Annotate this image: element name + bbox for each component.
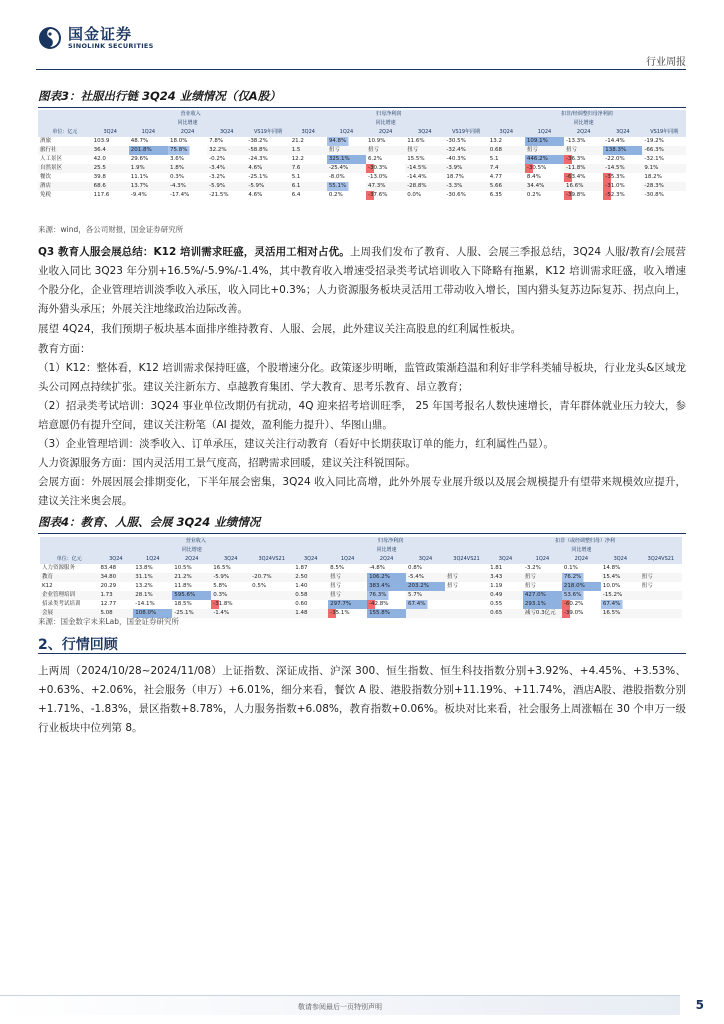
table-cell: 11.8%	[174, 583, 192, 589]
table-cell: 28.1%	[133, 591, 172, 600]
table-cell: -5.9%	[246, 182, 289, 191]
row-label: 餐饮	[40, 174, 52, 180]
table-cell: -25.1%	[248, 174, 268, 180]
table-cell: -66.3%	[642, 146, 686, 155]
table-cell	[250, 564, 293, 573]
table-cell: -30.8%	[644, 192, 664, 198]
table-cell: 13.7%	[129, 182, 168, 191]
table-cell: -32.1%	[644, 156, 664, 162]
column-header: VS19年同期	[444, 128, 487, 137]
table-cell: 15.5%	[407, 156, 425, 162]
table-cell: -19.2%	[644, 138, 664, 144]
table-cell: 67.4%	[406, 600, 445, 609]
column-header: 3Q24VS21	[250, 555, 293, 564]
paragraph-k12: （1）K12：整体看，K12 培训需求保持旺盛，个股增速分化。政策逐步明晰，监管政策渐趋温和利好非学科类辅导板块，行业龙头&区域龙头公司网点持续扩张。建议关注新东方、卓越教育集团、学大教育、思考乐教育、昂立教育；	[38, 362, 686, 393]
table-cell: 138.3%	[603, 146, 642, 155]
table-cell: 10.5%	[174, 565, 192, 571]
table-cell: -30.6%	[446, 192, 466, 198]
table-cell: 18.7%	[446, 174, 464, 180]
table-cell: 103.9	[93, 138, 110, 144]
table-cell: -31.8%	[211, 600, 250, 609]
table-cell: 扭亏	[641, 583, 653, 589]
table-cell: -25.4%	[327, 164, 366, 173]
table-cell: -42.8%	[367, 600, 406, 609]
table-cell: 36.4	[92, 146, 129, 155]
table-cell: 7.4	[488, 164, 525, 173]
table-cell: 0.5%	[252, 583, 267, 589]
table-cell: 5.08	[98, 609, 133, 618]
table-cell: 扭亏	[524, 583, 536, 589]
column-header: 单位：亿元	[38, 128, 92, 137]
table-cell: 6.1	[290, 182, 327, 191]
table-cell: 1.40	[295, 583, 308, 589]
table-cell: 21.2	[291, 138, 304, 144]
table-cell: 14.8%	[602, 565, 621, 571]
figure-4-source: 来源：国金数字未来Lab，国金证券研究所	[38, 617, 180, 626]
table-cell: 0.2%	[328, 192, 343, 198]
table-cell: -0.2%	[209, 156, 226, 162]
column-header: 3Q24	[293, 555, 328, 564]
table-cell: 0.55	[490, 601, 503, 607]
corner-cell	[40, 537, 98, 546]
table-cell: 扭亏	[327, 146, 366, 155]
table-cell: 109.1%	[525, 137, 564, 146]
table-cell: -52.3%	[603, 191, 642, 200]
table-cell: 扭亏	[330, 583, 342, 589]
paragraph-education-heading: 教育方面：	[38, 343, 91, 355]
table-cell	[640, 600, 682, 609]
table-cell: 117.6	[93, 192, 110, 198]
table-cell: 扭亏	[328, 573, 367, 582]
row-label: 酒旅	[40, 138, 52, 144]
table-cell: -36.3%	[564, 155, 603, 164]
table-cell: 扭亏	[525, 146, 564, 155]
table-cell: -39.8%	[564, 191, 603, 200]
table-cell: 3.6%	[169, 156, 184, 162]
table-cell: 383.4%	[367, 582, 406, 591]
table-row	[38, 164, 686, 173]
table-cell: 9.1%	[642, 164, 686, 173]
column-header: 单位：亿元	[40, 555, 98, 564]
table-cell: 155.8%	[367, 609, 406, 618]
table-cell: -14.1%	[135, 601, 155, 607]
table-cell: 13.8%	[135, 565, 153, 571]
table-cell: -58.8%	[246, 146, 289, 155]
table-cell: 0.65	[488, 609, 523, 618]
row-label: 招录类考试培训	[42, 601, 81, 607]
table-cell: 5.8%	[213, 583, 228, 589]
table-cell: 5.7%	[406, 591, 445, 600]
table-cell: -28.3%	[642, 182, 686, 191]
paragraph-q3-lead: Q3 教育人服会展总结：K12 培训需求旺盛，灵活用工相对占优。	[38, 246, 350, 258]
column-header: 3Q24	[290, 128, 327, 137]
table-cell: -15.2%	[601, 591, 640, 600]
table-cell: 1.81	[490, 565, 503, 571]
paragraph-exhibition: 会展方面：外展因展会排期变化，下半年展会密集，3Q24 收入同比高增，此外外展专业展升级以及展会规模提升有望带来规模效应提升，建议关注米奥会展。	[38, 476, 686, 507]
table-cell: -30.3%	[366, 164, 405, 173]
column-header: VS19年同期	[246, 128, 289, 137]
column-header: 3Q24	[211, 555, 250, 564]
table-cell: 16.5%	[601, 609, 640, 618]
table-cell	[250, 609, 293, 618]
column-header: 3Q24VS21	[445, 555, 488, 564]
column-header: VS19年同期	[642, 128, 686, 137]
table-cell: 67.4%	[601, 600, 640, 609]
table-cell: 0.3%	[211, 591, 250, 600]
table-cell: -5.9%	[207, 182, 246, 191]
row-label: 会展	[40, 609, 98, 618]
table-cell: 4.6%	[246, 164, 289, 173]
table-cell: -31.0%	[603, 182, 642, 191]
table-cell: -35.3%	[603, 173, 642, 182]
table-cell: 0.3%	[169, 174, 184, 180]
paragraph-hr-services: 人力资源服务方面：国内灵活用工景气度高，招聘需求回暖，建议关注科锐国际。	[38, 457, 416, 469]
group-header-net-profit: 归母净利润	[293, 537, 488, 546]
sub-header: 同比增速	[327, 119, 445, 128]
table-cell: -3.9%	[444, 164, 487, 173]
column-header: 3Q24	[98, 555, 133, 564]
table-cell: 扭亏	[446, 583, 458, 589]
table-cell: 6.4	[291, 192, 301, 198]
table-cell: 7.8%	[209, 138, 224, 144]
logo-chinese: 国金证券	[68, 25, 133, 43]
table-cell: 0.68	[488, 146, 525, 155]
column-header: 3Q24	[488, 128, 525, 137]
table-cell: -9.4%	[130, 192, 147, 198]
figure-3-table	[38, 110, 686, 200]
column-header: 1Q24	[523, 555, 562, 564]
table-cell: 76.2%	[562, 573, 601, 582]
table-cell: 76.3%	[367, 591, 406, 600]
table-cell: 29.6%	[130, 156, 149, 162]
table-row	[40, 573, 682, 582]
column-header: 3Q24	[207, 128, 246, 137]
table-cell: 106.2%	[367, 573, 406, 582]
paragraph-exam-training: （2）招录类考试培训：3Q24 事业单位改期仍有扰动，4Q 迎来招考培训旺季， 25 年国考报名人数快速增长，青年群体就业压力较大，参培意愿仍有提升空间，建议关注粉笔（AI 提效，盈利能力提升）、华图山鼎。	[38, 400, 686, 431]
table-cell: 31.1%	[133, 573, 172, 582]
table-cell: 扭亏	[328, 591, 367, 600]
paragraph-q3-summary	[38, 243, 686, 319]
column-header: 3Q24	[601, 555, 640, 564]
table-cell: 扭亏	[445, 573, 488, 582]
table-row	[40, 600, 682, 609]
figure-4-rule	[38, 533, 686, 534]
table-cell: 42.0	[93, 156, 106, 162]
table-cell: 11.6%	[407, 138, 425, 144]
table-cell: 1.73	[98, 591, 133, 600]
column-header: 2Q24	[564, 128, 603, 137]
table-cell: 11.1%	[130, 174, 149, 180]
group-header-revenue: 营业收入	[92, 110, 290, 119]
table-cell	[445, 609, 488, 618]
figure-3-rule	[38, 107, 686, 108]
table-cell: -20.7%	[250, 573, 293, 582]
group-header-adjusted-profit: 扣非/经调整归母净利润	[488, 110, 686, 119]
table-cell	[406, 609, 445, 618]
table-cell: 16.6%	[564, 182, 603, 191]
table-cell: 1.48	[293, 609, 328, 618]
table-cell: -3.4%	[207, 164, 246, 173]
table-cell: -4.3%	[168, 182, 207, 191]
figure-3-source: 来源：wind，各公司财报，国金证券研究所	[38, 225, 184, 234]
table-cell: 1.19	[490, 583, 503, 589]
table-cell: -24.3%	[248, 156, 268, 162]
table-cell: -4.8%	[369, 565, 386, 571]
table-cell: 203.2%	[406, 582, 445, 591]
table-cell: -38.2%	[248, 138, 268, 144]
table-cell: 6.35	[489, 192, 502, 198]
table-cell: 1.5	[290, 146, 327, 155]
table-cell: 595.6%	[172, 591, 211, 600]
table-row	[38, 146, 686, 155]
table-cell: 8.5%	[330, 565, 345, 571]
table-cell: 2.50	[293, 573, 328, 582]
table-cell: 218.0%	[562, 582, 601, 591]
table-cell: 扭亏	[640, 573, 682, 582]
table-cell: -40.3%	[446, 156, 466, 162]
column-header: 3Q24	[488, 555, 523, 564]
table-cell: 34.4%	[525, 182, 564, 191]
table-row	[38, 137, 686, 146]
table-cell: 20.29	[100, 583, 117, 589]
table-cell: 18.0%	[169, 138, 188, 144]
row-label: 人力资源服务	[42, 565, 76, 571]
table-cell: -21.5%	[209, 192, 229, 198]
table-cell	[640, 609, 682, 618]
table-cell	[250, 591, 293, 600]
table-row	[40, 591, 682, 600]
figure-4-title: 图表4：教育、人服、会展 3Q24 业绩情况	[38, 515, 261, 529]
table-cell: -14.5%	[603, 164, 642, 173]
table-cell: 94.8%	[327, 137, 366, 146]
table-cell: 0.0%	[407, 192, 422, 198]
table-cell: 47.3%	[366, 182, 405, 191]
table-cell: -13.0%	[368, 174, 388, 180]
paragraph-q3-body: 上周我们发布了教育、人服、会展三季报总结，3Q24 人服/教育/会展营业收入同比 3Q23 年分别+16.5%/-5.9%/-1.4%，其中教育收入增速受招录类考试培训收入下降略有拖累，K12 培训需求旺盛，收入增速个股分化，企业管理培训淡季收入承压，收入同比+0.3%；人力资源服务板块灵活用工带动收入增长，国内猎头复苏边际复苏、拐点向上，海外猎头承压；外展关注地缘政治边际改善。	[38, 246, 687, 315]
table-cell: 34.80	[98, 573, 133, 582]
table-cell: -14.4%	[605, 138, 625, 144]
table-cell: -25.1%	[172, 609, 211, 618]
table-cell: 12.77	[100, 601, 117, 607]
page-number: 5	[695, 998, 704, 1012]
column-header: 2Q24	[366, 128, 405, 137]
table-row	[40, 582, 682, 591]
table-cell: -60.2%	[562, 600, 601, 609]
table-cell: -63.4%	[564, 173, 603, 182]
table-cell: -3.3%	[444, 182, 487, 191]
table-cell: -1.4%	[211, 609, 250, 618]
table-cell: 0.58	[293, 591, 328, 600]
table-cell: 5.66	[488, 182, 525, 191]
table-cell: 10.9%	[368, 138, 386, 144]
table-cell	[445, 591, 488, 600]
table-cell: -22.0%	[605, 156, 625, 162]
report-type: 行业周报	[646, 57, 686, 68]
table-cell: 325.1%	[327, 155, 366, 164]
table-cell: 68.6	[92, 182, 129, 191]
table-cell: 1.8%	[168, 164, 207, 173]
section-2-rule	[38, 653, 686, 654]
table-cell: -30.5%	[446, 138, 466, 144]
table-cell: 减亏0.3亿元	[523, 609, 562, 618]
table-cell: 6.2%	[368, 156, 382, 162]
table-cell: 13.2%	[135, 583, 153, 589]
column-header: 2Q24	[168, 128, 207, 137]
table-cell: 1.9%	[129, 164, 168, 173]
table-cell: -30.5%	[525, 164, 564, 173]
table-cell: 21.2%	[172, 573, 211, 582]
table-cell: -3.2%	[524, 565, 541, 571]
table-row	[38, 155, 686, 164]
table-cell: 18.2%	[644, 174, 662, 180]
paragraph-corporate-training: （3）企业管理培训：淡季收入、订单承压，建议关注行动教育（看好中长期获取订单的能力，红利属性凸显）。	[38, 438, 554, 450]
company-logo	[38, 26, 154, 50]
table-cell: -8.0%	[328, 174, 345, 180]
row-label: 旅行社	[38, 146, 92, 155]
page-header	[0, 0, 724, 72]
table-cell: 扭亏	[564, 146, 603, 155]
table-cell: -3.2%	[209, 174, 226, 180]
table-cell: 扭亏	[523, 573, 562, 582]
table-cell: 8.4%	[526, 174, 541, 180]
table-cell: -17.4%	[169, 192, 190, 198]
table-cell: 39.8	[93, 174, 106, 180]
table-cell	[640, 591, 682, 600]
table-cell: 0.2%	[526, 192, 541, 198]
table-cell: 297.7%	[328, 600, 367, 609]
table-cell: -5.9%	[211, 573, 250, 582]
row-label: 自然景区	[38, 164, 92, 173]
table-cell: -11.8%	[564, 164, 603, 173]
table-cell: 4.6%	[248, 192, 263, 198]
row-label: 企业管理培训	[40, 591, 98, 600]
table-row	[38, 182, 686, 191]
figure-4-table	[40, 537, 682, 618]
table-cell: 0.60	[295, 601, 308, 607]
corner-cell	[38, 119, 92, 128]
column-header: 3Q24	[92, 128, 129, 137]
table-cell: 0.49	[488, 591, 523, 600]
table-row	[38, 191, 686, 200]
table-cell: 13.2	[489, 138, 502, 144]
column-header: 1Q24	[328, 555, 367, 564]
logo-english: SINOLINK SECURITIES	[68, 42, 154, 50]
table-cell: 83.48	[100, 565, 117, 571]
column-header: 3Q24	[603, 128, 642, 137]
table-cell: -14.4%	[407, 174, 427, 180]
table-cell: 446.2%	[525, 155, 564, 164]
table-cell: -13.3%	[566, 138, 586, 144]
corner-cell	[38, 110, 92, 119]
table-cell: -35.1%	[328, 609, 367, 618]
table-cell	[250, 600, 293, 609]
table-cell: 0.8%	[408, 565, 422, 571]
table-cell: 32.2%	[207, 146, 246, 155]
table-cell: 10.0%	[602, 583, 621, 589]
table-cell: 15.4%	[601, 573, 640, 582]
column-header: 3Q24VS21	[640, 555, 682, 564]
column-header: 1Q24	[129, 128, 168, 137]
row-label: 教育	[40, 573, 98, 582]
table-cell: -28.8%	[405, 182, 444, 191]
column-header: 2Q24	[367, 555, 406, 564]
table-cell: 4.77	[489, 174, 502, 180]
group-header-net-profit: 归母净利润	[290, 110, 488, 119]
table-cell: 108.0%	[133, 609, 172, 618]
table-cell: 扭亏	[366, 146, 405, 155]
table-row	[40, 564, 682, 573]
row-label: K12	[42, 583, 53, 589]
sub-header: 同比增速	[525, 119, 643, 128]
sub-header: 同比增速	[523, 546, 640, 555]
column-header: 1Q24	[327, 128, 366, 137]
table-cell: 3.43	[488, 573, 523, 582]
table-cell: 0.1%	[563, 565, 578, 571]
table-cell: 48.7%	[130, 138, 149, 144]
table-cell: -14.5%	[405, 164, 444, 173]
table-cell: -39.0%	[562, 609, 601, 618]
figure-3-title: 图表3：社服出行链 3Q24 业绩情况（仅A股）	[38, 89, 281, 103]
table-cell: 16.5%	[213, 565, 231, 571]
column-header: 2Q24	[562, 555, 601, 564]
table-cell	[445, 600, 488, 609]
table-cell: -32.4%	[444, 146, 487, 155]
footer-disclaimer: 敬请参阅最后一页特别声明	[298, 1003, 382, 1011]
header-divider	[36, 69, 686, 70]
table-cell	[445, 564, 488, 573]
table-cell: 201.8%	[129, 146, 168, 155]
paragraph-outlook: 展望 4Q24，我们预期子板块基本面排序维持教育、人服、会展，此外建议关注高股息的红利属性板块。	[38, 323, 522, 335]
table-cell: 293.1%	[523, 600, 562, 609]
table-cell: 427.0%	[523, 591, 562, 600]
section-2-title: 2、行情回顾	[38, 637, 118, 653]
table-cell: 扭亏	[405, 146, 444, 155]
paragraph-market-review: 上两周（2024/10/28~2024/11/08）上证指数、深证成指、沪深 300、恒生指数、恒生科技指数分别+3.92%、+4.45%、+3.53%、+0.63%、+2.06%，社会服务（申万）+6.01%，细分来看，餐饮 A 股、港股指数分别+11.19%、+11.74%，酒店A股、港股指数分别+1.71%、-1.83%，景区指数+8.78%，人力服务指数+6.08%，教育指数+0.06%。板块对比来看，社会服务上周涨幅在 30 个申万一级行业板块中位列第 8。	[38, 665, 686, 734]
table-cell: 53.6%	[562, 591, 601, 600]
table-cell: 25.5	[92, 164, 129, 173]
column-header: 3Q24	[405, 128, 444, 137]
sinolink-logo-icon	[38, 26, 62, 50]
table-cell: 5.1	[291, 174, 301, 180]
table-cell: -5.4%	[406, 573, 445, 582]
sub-header: 同比增速	[133, 546, 250, 555]
table-cell: 7.6	[290, 164, 327, 173]
group-header-adjusted-profit: 扣非（或经调整归母）净利	[488, 537, 682, 546]
sub-header: 同比增速	[129, 119, 247, 128]
column-header: 1Q24	[133, 555, 172, 564]
table-cell: 18.5%	[174, 601, 192, 607]
table-cell: 1.87	[295, 565, 308, 571]
table-row	[38, 173, 686, 182]
column-header: 3Q24	[406, 555, 445, 564]
table-cell: -37.6%	[366, 191, 405, 200]
sub-header: 同比增速	[328, 546, 445, 555]
table-cell: 5.1	[489, 156, 499, 162]
column-header: 1Q24	[525, 128, 564, 137]
column-header: 2Q24	[172, 555, 211, 564]
table-cell	[640, 564, 682, 573]
row-label: 酒店	[38, 182, 92, 191]
row-label: 免税	[40, 192, 52, 198]
row-label: 人工景区	[40, 156, 63, 162]
table-cell: 55.1%	[327, 182, 366, 191]
corner-cell	[40, 546, 98, 555]
table-cell: 75.8%	[168, 146, 207, 155]
group-header-revenue: 营业收入	[98, 537, 293, 546]
table-cell: 12.2	[291, 156, 304, 162]
